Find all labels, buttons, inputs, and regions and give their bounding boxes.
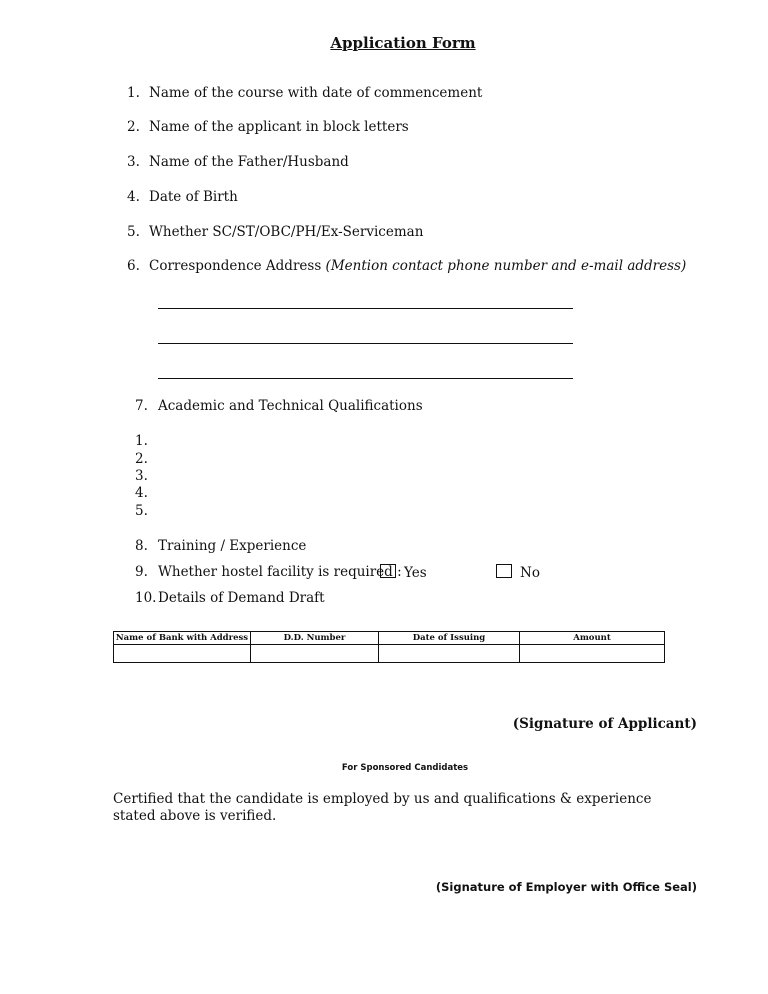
item-number: 1. [127,85,140,101]
form-item-father-husband [127,154,349,170]
column-header-amount: Amount [520,632,665,645]
form-title: Application Form [330,34,476,52]
form-item-category [127,224,423,240]
sponsored-heading: For Sponsored Candidates [341,763,469,773]
form-item-demand-draft [135,590,325,606]
form-item-hostel [135,564,402,580]
yes-checkbox[interactable] [380,564,396,578]
no-label: No [520,565,540,581]
item-number: 7. [135,398,148,414]
item-label: Details of Demand Draft [158,590,325,606]
item-label: Correspondence Address [149,258,326,274]
qualification-row: 3. [135,468,148,484]
item-number: 8. [135,538,148,554]
demand-draft-table [113,631,665,663]
amount-cell[interactable] [520,645,665,663]
item-label: Academic and Technical Qualifications [158,398,423,414]
item-number: 3. [127,154,140,170]
form-item-address [127,258,686,274]
signature-of-employer: (Signature of Employer with Office Seal) [435,880,697,894]
item-label: Date of Birth [149,189,238,205]
form-item-training [135,538,306,554]
item-number: 5. [127,224,140,240]
qualification-row: 1. [135,433,148,449]
item-number: 9. [135,564,148,580]
item-number: 10. [135,590,157,606]
address-line-2[interactable] [158,343,573,344]
item-label: Name of the applicant in block letters [149,119,409,135]
item-number: 2. [127,119,140,135]
item-label: Whether hostel facility is required : [158,564,402,580]
hostel-yes-option[interactable] [380,564,427,581]
item-number: 6. [127,258,140,274]
table-header-row [114,632,665,645]
column-header-dd-number: D.D. Number [251,632,379,645]
item-number: 4. [127,189,140,205]
item-label: Name of the course with date of commencement [149,85,483,101]
hostel-no-option[interactable] [496,564,540,581]
item-label: Whether SC/ST/OBC/PH/Ex-Serviceman [149,224,424,240]
signature-of-applicant: (Signature of Applicant) [512,716,697,732]
dd-number-cell[interactable] [251,645,379,663]
certification-text: Certified that the candidate is employed by us and qualifications & experience stated above is verified. [113,791,652,824]
item-label: Training / Experience [158,538,307,554]
form-item-applicant-name [127,119,409,135]
column-header-bank: Name of Bank with Address [114,632,251,645]
form-item-course [127,85,482,101]
qualification-row: 5. [135,503,148,519]
address-line-3[interactable] [158,378,573,379]
item-label: Name of the Father/Husband [149,154,349,170]
column-header-date: Date of Issuing [379,632,520,645]
table-row [114,645,665,663]
yes-label: Yes [404,565,427,581]
qualification-row: 4. [135,485,148,501]
item-note: (Mention contact phone number and e-mail address) [325,258,687,274]
date-cell[interactable] [379,645,520,663]
no-checkbox[interactable] [496,564,512,578]
address-line-1[interactable] [158,308,573,309]
qualification-row: 2. [135,451,148,467]
form-item-dob [127,189,238,205]
form-item-qualifications [135,398,423,414]
bank-cell[interactable] [114,645,251,663]
